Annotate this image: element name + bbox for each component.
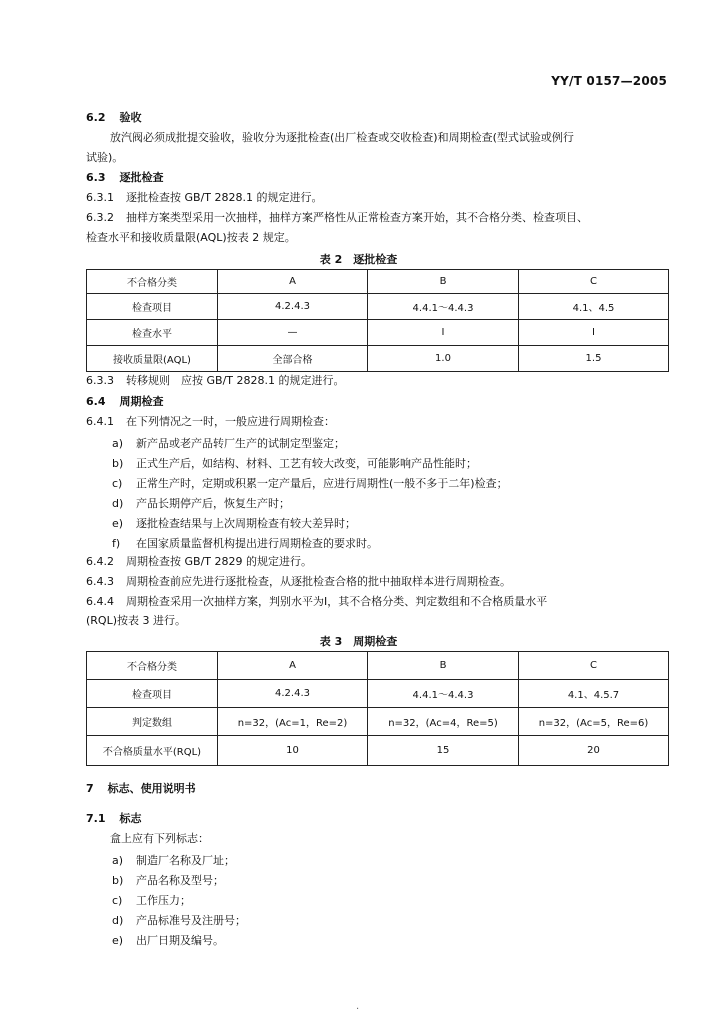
list-text: 逐批检查结果与上次周期检查有较大差异时； <box>136 517 356 530</box>
list-item <box>112 455 477 471</box>
cell-b: 4.4.1～4.4.3 <box>368 294 519 320</box>
list-item <box>112 932 224 948</box>
clause-6-4-3 <box>86 575 511 589</box>
cell-c: n=32，(Ac=5，Re=6) <box>519 708 669 736</box>
section-7-1-heading <box>86 812 142 826</box>
cell-b: 1.0 <box>368 346 519 372</box>
row-label: 检查项目 <box>87 294 218 320</box>
table-row <box>87 736 669 766</box>
clause-number: 6.3.3 <box>86 374 114 387</box>
clause-6-4-2 <box>86 555 312 569</box>
clause-text: 抽样方案类型采用一次抽样，抽样方案严格性从正常检查方案开始，其不合格分类、检查项目、 <box>126 211 588 224</box>
section-6-3-heading <box>86 171 164 185</box>
table-row <box>87 652 669 680</box>
clause-6-3-1 <box>86 191 322 205</box>
list-mark: c) <box>112 894 123 907</box>
section-title: 验收 <box>119 111 142 124</box>
table-row <box>87 270 669 294</box>
cell-c: C <box>519 652 669 680</box>
table-row <box>87 320 669 346</box>
row-label: 接收质量限(AQL) <box>87 346 218 372</box>
cell-b: Ⅰ <box>368 320 519 346</box>
list-text: 工作压力； <box>136 894 191 907</box>
row-label: 检查项目 <box>87 680 218 708</box>
row-label: 判定数组 <box>87 708 218 736</box>
clause-6-3-2-line2: 检查水平和接收质量限(AQL)按表 2 规定。 <box>86 231 296 244</box>
list-mark: e) <box>112 934 124 947</box>
cell-b: 15 <box>368 736 519 766</box>
footer-mark: · <box>356 1004 360 1015</box>
section-6-2-heading <box>86 111 142 125</box>
row-label: 不合格分类 <box>87 270 218 294</box>
cell-b: B <box>368 652 519 680</box>
list-mark: d) <box>112 497 124 510</box>
list-text: 新产品或老产品转厂生产的试制定型鉴定； <box>136 437 345 450</box>
section-7-heading <box>86 782 196 796</box>
cell-a: A <box>218 270 368 294</box>
cell-a: — <box>218 320 368 346</box>
clause-text: 周期检查采用一次抽样方案，判别水平为Ⅰ，其不合格分类、判定数组和不合格质量水平 <box>126 595 548 608</box>
table-row <box>87 680 669 708</box>
list-mark: a) <box>112 854 124 867</box>
paragraph-6-2-line2: 试验)。 <box>86 151 124 164</box>
list-text: 在国家质量监督机构提出进行周期检查的要求时。 <box>136 537 378 550</box>
table-2 <box>86 269 669 372</box>
row-label: 不合格分类 <box>87 652 218 680</box>
list-item <box>112 495 290 511</box>
row-label: 不合格质量水平(RQL) <box>87 736 218 766</box>
list-mark: c) <box>112 477 123 490</box>
list-mark: b) <box>112 457 124 470</box>
list-item <box>112 435 345 451</box>
table-row <box>87 708 669 736</box>
clause-text: 周期检查前应先进行逐批检查，从逐批检查合格的批中抽取样本进行周期检查。 <box>126 575 511 588</box>
cell-a: 4.2.4.3 <box>218 680 368 708</box>
cell-c: 4.1、4.5 <box>519 294 669 320</box>
section-number: 7 <box>86 782 94 795</box>
list-item <box>112 872 224 888</box>
list-mark: f) <box>112 537 121 550</box>
table-row <box>87 294 669 320</box>
paragraph-6-2-line1: 放汽阀必须成批提交验收，验收分为逐批检查(出厂检查或交收检查)和周期检查(型式试验或例行 <box>110 131 574 144</box>
row-label: 检查水平 <box>87 320 218 346</box>
clause-text: 转移规则 应按 GB/T 2828.1 的规定进行。 <box>126 374 345 387</box>
cell-a: A <box>218 652 368 680</box>
section-6-4-heading <box>86 395 164 409</box>
cell-a: 4.2.4.3 <box>218 294 368 320</box>
clause-6-3-2 <box>86 211 588 225</box>
cell-b: B <box>368 270 519 294</box>
clause-number: 6.4.3 <box>86 575 114 588</box>
cell-c: 1.5 <box>519 346 669 372</box>
list-item <box>112 912 246 928</box>
list-item <box>112 892 191 908</box>
section-title: 周期检查 <box>119 395 164 408</box>
list-text: 正常生产时，定期或积累一定产量后，应进行周期性(一般不多于二年)检查； <box>136 477 508 490</box>
cell-c: 4.1、4.5.7 <box>519 680 669 708</box>
clause-6-4-1 <box>86 415 335 429</box>
cell-b: n=32，(Ac=4，Re=5) <box>368 708 519 736</box>
list-text: 产品长期停产后，恢复生产时； <box>136 497 290 510</box>
clause-6-3-3 <box>86 374 344 388</box>
section-title: 逐批检查 <box>119 171 164 184</box>
clause-number: 6.3.2 <box>86 211 114 224</box>
cell-c: Ⅰ <box>519 320 669 346</box>
list-mark: a) <box>112 437 124 450</box>
list-text: 制造厂名称及厂址； <box>136 854 235 867</box>
list-text: 产品名称及型号； <box>136 874 224 887</box>
cell-b: 4.4.1～4.4.3 <box>368 680 519 708</box>
table-3-caption: 表 3 周期检查 <box>319 635 398 648</box>
section-number: 7.1 <box>86 812 106 825</box>
list-text: 出厂日期及编号。 <box>136 934 224 947</box>
section-title: 标志 <box>119 812 142 825</box>
clause-6-4-4 <box>86 595 547 609</box>
section-7-1-intro: 盒上应有下列标志： <box>110 832 209 845</box>
table-2-caption: 表 2 逐批检查 <box>319 253 398 266</box>
list-mark: e) <box>112 517 124 530</box>
clause-6-4-4-line2: (RQL)按表 3 进行。 <box>86 614 187 627</box>
cell-c: 20 <box>519 736 669 766</box>
clause-number: 6.3.1 <box>86 191 114 204</box>
list-item <box>112 852 235 868</box>
table-row <box>87 346 669 372</box>
clause-text: 在下列情况之一时，一般应进行周期检查： <box>126 415 335 428</box>
list-item <box>112 515 356 531</box>
cell-c: C <box>519 270 669 294</box>
cell-a: n=32，(Ac=1，Re=2) <box>218 708 368 736</box>
list-mark: b) <box>112 874 124 887</box>
section-number: 6.4 <box>86 395 106 408</box>
section-number: 6.3 <box>86 171 106 184</box>
section-title: 标志、使用说明书 <box>107 782 196 795</box>
clause-number: 6.4.4 <box>86 595 114 608</box>
list-item <box>112 475 508 491</box>
clause-text: 周期检查按 GB/T 2829 的规定进行。 <box>126 555 312 568</box>
list-mark: d) <box>112 914 124 927</box>
section-number: 6.2 <box>86 111 106 124</box>
list-item <box>112 535 378 551</box>
standard-code: YY/T 0157—2005 <box>551 74 667 88</box>
table-3 <box>86 651 669 766</box>
cell-a: 10 <box>218 736 368 766</box>
clause-number: 6.4.1 <box>86 415 114 428</box>
clause-text: 逐批检查按 GB/T 2828.1 的规定进行。 <box>126 191 323 204</box>
list-text: 产品标准号及注册号； <box>136 914 246 927</box>
cell-a: 全部合格 <box>218 346 368 372</box>
list-text: 正式生产后，如结构、材料、工艺有较大改变，可能影响产品性能时； <box>136 457 477 470</box>
clause-number: 6.4.2 <box>86 555 114 568</box>
